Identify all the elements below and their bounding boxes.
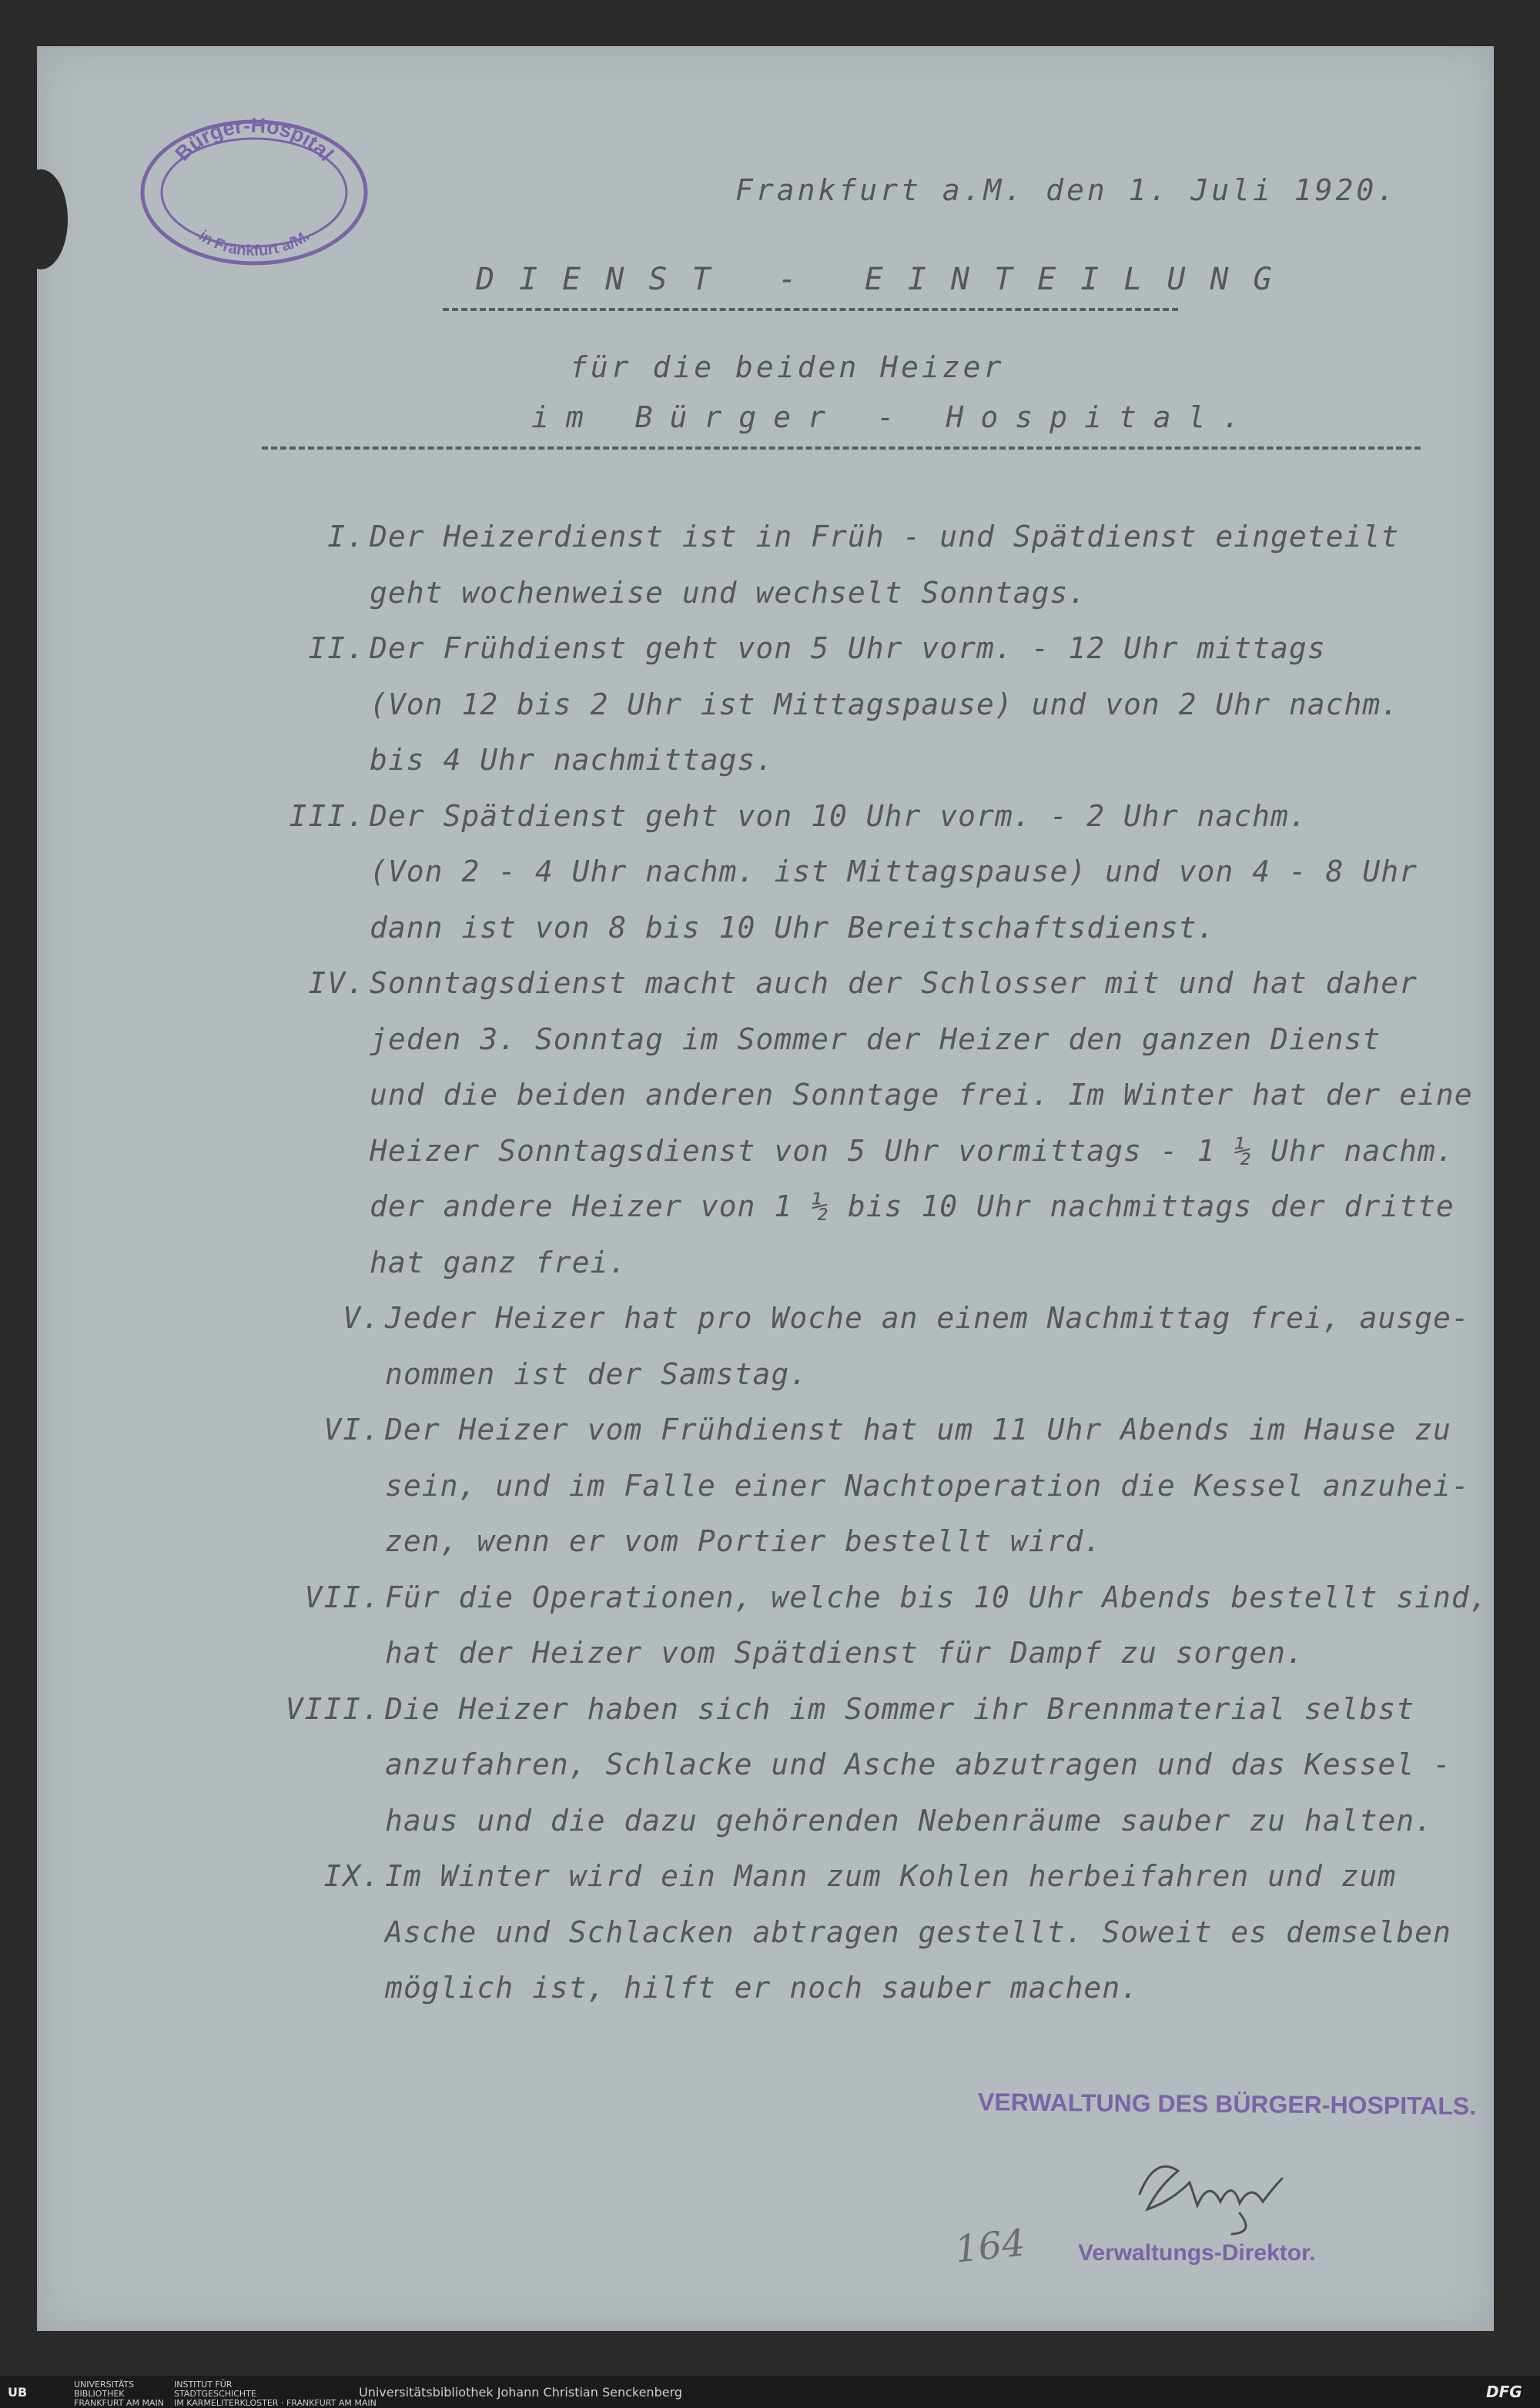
section-number: II. bbox=[308, 631, 366, 665]
section-line: (Von 2 - 4 Uhr nachm. ist Mittagspause) und von 4 - 8 Uhr bbox=[370, 855, 1418, 888]
section-line: jeden 3. Sonntag im Sommer der Heizer den ganzen Dienst bbox=[370, 1022, 1381, 1056]
section-line: hat der Heizer vom Spätdienst für Dampf zu sorgen. bbox=[385, 1636, 1304, 1670]
section-number: I. bbox=[327, 520, 366, 554]
section-line: anzufahren, Schlacke und Asche abzutragen und das Kessel - bbox=[385, 1747, 1451, 1781]
svg-text:in Frankfurt a/M. bbox=[196, 227, 313, 259]
inst-line-1: INSTITUT FÜR bbox=[174, 2380, 233, 2390]
unibib-line-2: BIBLIOTHEK bbox=[74, 2389, 125, 2399]
svg-text:Bürger-Hospital bbox=[171, 115, 339, 166]
institute-logo-text bbox=[174, 2380, 377, 2408]
section-line: Heizer Sonntagsdienst von 5 Uhr vormittags - 1 ½ Uhr nachm. bbox=[370, 1133, 1455, 1168]
director-signature bbox=[1124, 2148, 1301, 2240]
section-line: Für die Operationen, welche bis 10 Uhr Abends bestellt sind, bbox=[385, 1580, 1488, 1614]
section-number: VI. bbox=[323, 1413, 381, 1446]
section-line: hat ganz frei. bbox=[370, 1245, 628, 1279]
section-line: (Von 12 bis 2 Uhr ist Mittagspause) und von 2 Uhr nachm. bbox=[370, 687, 1400, 721]
section-line: nommen ist der Samstag. bbox=[385, 1356, 808, 1391]
university-library-logo-text bbox=[74, 2380, 164, 2408]
section-line: haus und die dazu gehörenden Nebenräume sauber zu halten. bbox=[385, 1803, 1434, 1838]
title-underline bbox=[443, 308, 1178, 311]
administration-stamp: VERWALTUNG DES BÜRGER-HOSPITALS. bbox=[977, 2088, 1477, 2120]
subtitle-line-1: für die beiden Heizer bbox=[570, 350, 1005, 384]
dfg-logo: DFG bbox=[1486, 2383, 1522, 2401]
section-line: Sonntagsdienst macht auch der Schlosser mit und hat daher bbox=[370, 966, 1418, 1000]
subtitle-line-2: im Bürger - Hospital. bbox=[531, 400, 1257, 434]
unibib-line-1: UNIVERSITÄTS bbox=[74, 2380, 135, 2390]
stamp-bottom-text: in Frankfurt a/M. bbox=[195, 227, 313, 260]
section-line: bis 4 Uhr nachmittags. bbox=[370, 743, 775, 777]
section-line: möglich ist, hilft er noch sauber machen. bbox=[385, 1971, 1139, 2005]
section-line: Der Heizerdienst ist in Früh - und Spätdienst eingeteilt bbox=[370, 520, 1400, 554]
inst-line-2: STADTGESCHICHTE bbox=[174, 2389, 256, 2399]
section-line: Im Winter wird ein Mann zum Kohlen herbeifahren und zum bbox=[385, 1859, 1397, 1893]
hospital-stamp bbox=[139, 115, 370, 269]
section-line: Asche und Schlacken abtragen gestellt. Soweit es demselben bbox=[385, 1915, 1451, 1949]
section-number: III. bbox=[289, 798, 366, 833]
section-number: IV. bbox=[308, 966, 366, 1000]
section-number: VIII. bbox=[285, 1691, 381, 1726]
section-line: dann ist von 8 bis 10 Uhr Bereitschaftsdienst. bbox=[370, 910, 1216, 945]
section-line: Der Spätdienst geht von 10 Uhr vorm. - 2 Uhr nachm. bbox=[370, 798, 1307, 833]
date-line: Frankfurt a.M. den 1. Juli 1920. bbox=[735, 173, 1398, 207]
document-title: DIENST - EINTEILUNG bbox=[476, 262, 1297, 297]
section-line: Jeder Heizer hat pro Woche an einem Nachmittag frei, ausge- bbox=[385, 1301, 1470, 1335]
section-number: VII. bbox=[304, 1580, 381, 1614]
section-line: der andere Heizer von 1 ½ bis 10 Uhr nachmittags der dritte bbox=[370, 1189, 1455, 1223]
section-line: und die beiden anderen Sonntage frei. Im Winter hat der eine bbox=[370, 1078, 1473, 1112]
stamp-top-text: Bürger-Hospital bbox=[170, 115, 339, 166]
section-line: Der Frühdienst geht von 5 Uhr vorm. - 12 Uhr mittags bbox=[370, 631, 1326, 665]
section-number: V. bbox=[343, 1301, 381, 1335]
unibib-line-3: FRANKFURT AM MAIN bbox=[74, 2398, 164, 2408]
footer-bar bbox=[0, 2376, 1540, 2408]
punch-hole bbox=[14, 169, 68, 269]
section-line: zen, wenn er vom Portier bestellt wird. bbox=[385, 1524, 1103, 1558]
director-stamp: Verwaltungs-Direktor. bbox=[1078, 2240, 1316, 2266]
section-line: geht wochenweise und wechselt Sonntags. bbox=[370, 575, 1087, 610]
section-line: Die Heizer haben sich im Sommer ihr Brennmaterial selbst bbox=[385, 1691, 1415, 1726]
library-name: Universitätsbibliothek Johann Christian Senckenberg bbox=[359, 2385, 683, 2400]
section-number: IX. bbox=[323, 1859, 381, 1893]
inst-line-3: IM KARMELITERKLOSTER · FRANKFURT AM MAIN bbox=[174, 2398, 377, 2408]
ub-logo: UB bbox=[8, 2385, 28, 2400]
header-rule bbox=[262, 446, 1421, 450]
section-line: sein, und im Falle einer Nachtoperation die Kessel anzuhei- bbox=[385, 1468, 1470, 1503]
section-line: Der Heizer vom Frühdienst hat um 11 Uhr Abends im Hause zu bbox=[385, 1413, 1451, 1446]
pencil-folio-number: 164 bbox=[952, 2221, 1028, 2272]
